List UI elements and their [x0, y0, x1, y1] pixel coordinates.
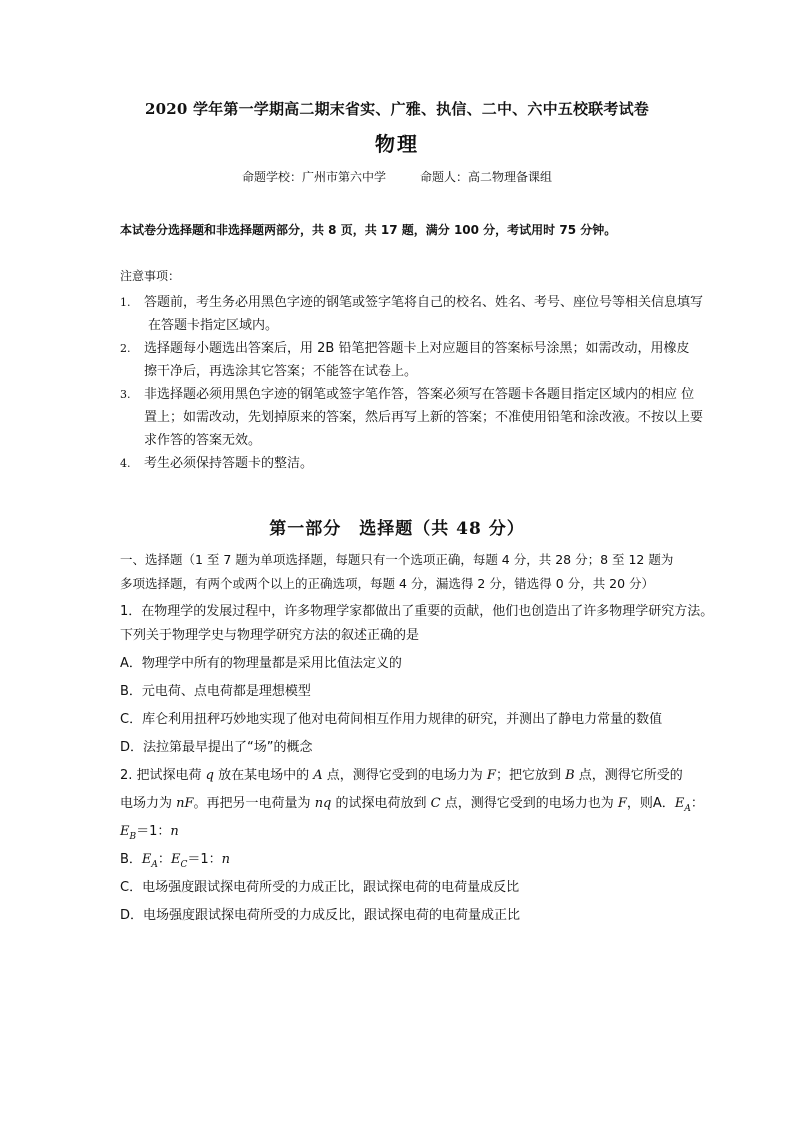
author-line	[0, 168, 794, 185]
var-e: E	[170, 852, 181, 867]
question-1-stem: 1．在物理学的发展过程中，许多物理学家都做出了重要的贡献，他们也创造出了许多物理学研究方法。	[120, 604, 714, 619]
question-2-option-d: D．电场强度跟试探电荷所受的力成反比，跟试探电荷的电荷量成正比	[120, 908, 521, 923]
note-item	[120, 291, 710, 337]
question-2-option-b: B．$E_A$：$E_C=1$：n	[120, 852, 230, 870]
note-line: 答题前，考生务必用黑色字迹的钢笔或签字笔将自己的校名、姓名、考号、座位号等相关信息填写	[144, 295, 704, 310]
question-block	[120, 548, 720, 928]
question-1-stem: 下列关于物理学史与物理学研究方法的叙述正确的是	[120, 628, 420, 643]
var-f: F	[486, 768, 496, 783]
var-e: E	[120, 824, 130, 839]
note-number: 3.	[120, 388, 131, 401]
question-1-option-c: C．库仑利用扭秤巧妙地实现了他对电荷间相互作用力规律的研究，并测出了静电力常量的数值	[120, 712, 663, 727]
note-line: 置上；如需改动，先划掉原来的答案，然后再写上新的答案；不准使用铅笔和涂改液。不按以上要	[144, 410, 704, 425]
notes-list	[120, 291, 710, 475]
question-1-option-d: D．法拉第最早提出了“场”的概念	[120, 740, 313, 755]
question-2-stem: 2. 把试探电荷 q 放在某电场中的 A 点，测得它受到的电场力为 F；把它放到 B 点，测得它所受的	[120, 768, 683, 783]
note-item	[120, 383, 710, 452]
note-number: 1.	[120, 296, 131, 309]
question-2-option-c: C．电场强度跟试探电荷所受的力成正比，跟试探电荷的电荷量成反比	[120, 880, 520, 895]
question-2-stem: 电场力为 nF。再把另一电荷量为 nq 的试探电荷放到 C 点，测得它受到的电场力也为 F，则A．$E_A$：	[120, 796, 704, 814]
section-instructions: 一、选择题（1 至 7 题为单项选择题，每题只有一个选项正确，每题 4 分，共 28 分；8 至 12 题为	[120, 552, 674, 567]
note-line: 求作答的答案无效。	[144, 433, 262, 448]
note-number: 4.	[120, 457, 131, 470]
var-e: E	[674, 796, 685, 811]
question-1-option-a: A．物理学中所有的物理量都是采用比值法定义的	[120, 656, 402, 671]
note-line: 在答题卡指定区域内。	[148, 318, 279, 333]
author-label: 命题人：高二物理备课组	[420, 170, 553, 184]
point-c: C	[430, 796, 441, 811]
exam-title: 2020 学年第一学期高二期末省实、广雅、执信、二中、六中五校联考试卷	[145, 100, 649, 118]
school-label: 命题学校：广州市第六中学	[241, 170, 386, 184]
var-q: q	[205, 768, 214, 783]
section-heading: 第一部分 选择题（共 48 分）	[269, 519, 525, 539]
question-2-option-a-cont: $E_B=1$：n	[120, 824, 179, 842]
exam-intro: 本试卷分选择题和非选择题两部分，共 8 页，共 17 题，满分 100 分，考试用时 75 分钟。	[120, 223, 617, 237]
note-line: 选择题每小题选出答案后，用 2B 铅笔把答题卡上对应题目的答案标号涂黑；如需改动，用橡皮	[144, 341, 690, 356]
note-number: 2.	[120, 342, 131, 355]
notes-heading: 注意事项：	[120, 269, 181, 283]
question-1-option-b: B．元电荷、点电荷都是理想模型	[120, 684, 311, 699]
note-item	[120, 337, 710, 383]
var-nq: nq	[314, 796, 332, 811]
note-item	[120, 452, 710, 475]
var-e: E	[141, 852, 152, 867]
point-b: B	[565, 768, 575, 783]
note-line: 非选择题必须用黑色字迹的钢笔或签字笔作答，答案必须写在答题卡各题目指定区域内的相应 位	[144, 387, 695, 402]
note-line: 擦干净后，再选涂其它答案；不能答在试卷上。	[144, 364, 418, 379]
var-f: F	[617, 796, 627, 811]
section-instructions: 多项选择题，有两个或两个以上的正确选项，每题 4 分，漏选得 2 分，错选得 0 分，共 20 分）	[120, 576, 655, 591]
point-a: A	[313, 768, 323, 783]
subject-title: 物理	[375, 132, 419, 156]
note-line: 考生必须保持答题卡的整洁。	[144, 456, 314, 471]
var-nf: nF	[176, 796, 194, 811]
